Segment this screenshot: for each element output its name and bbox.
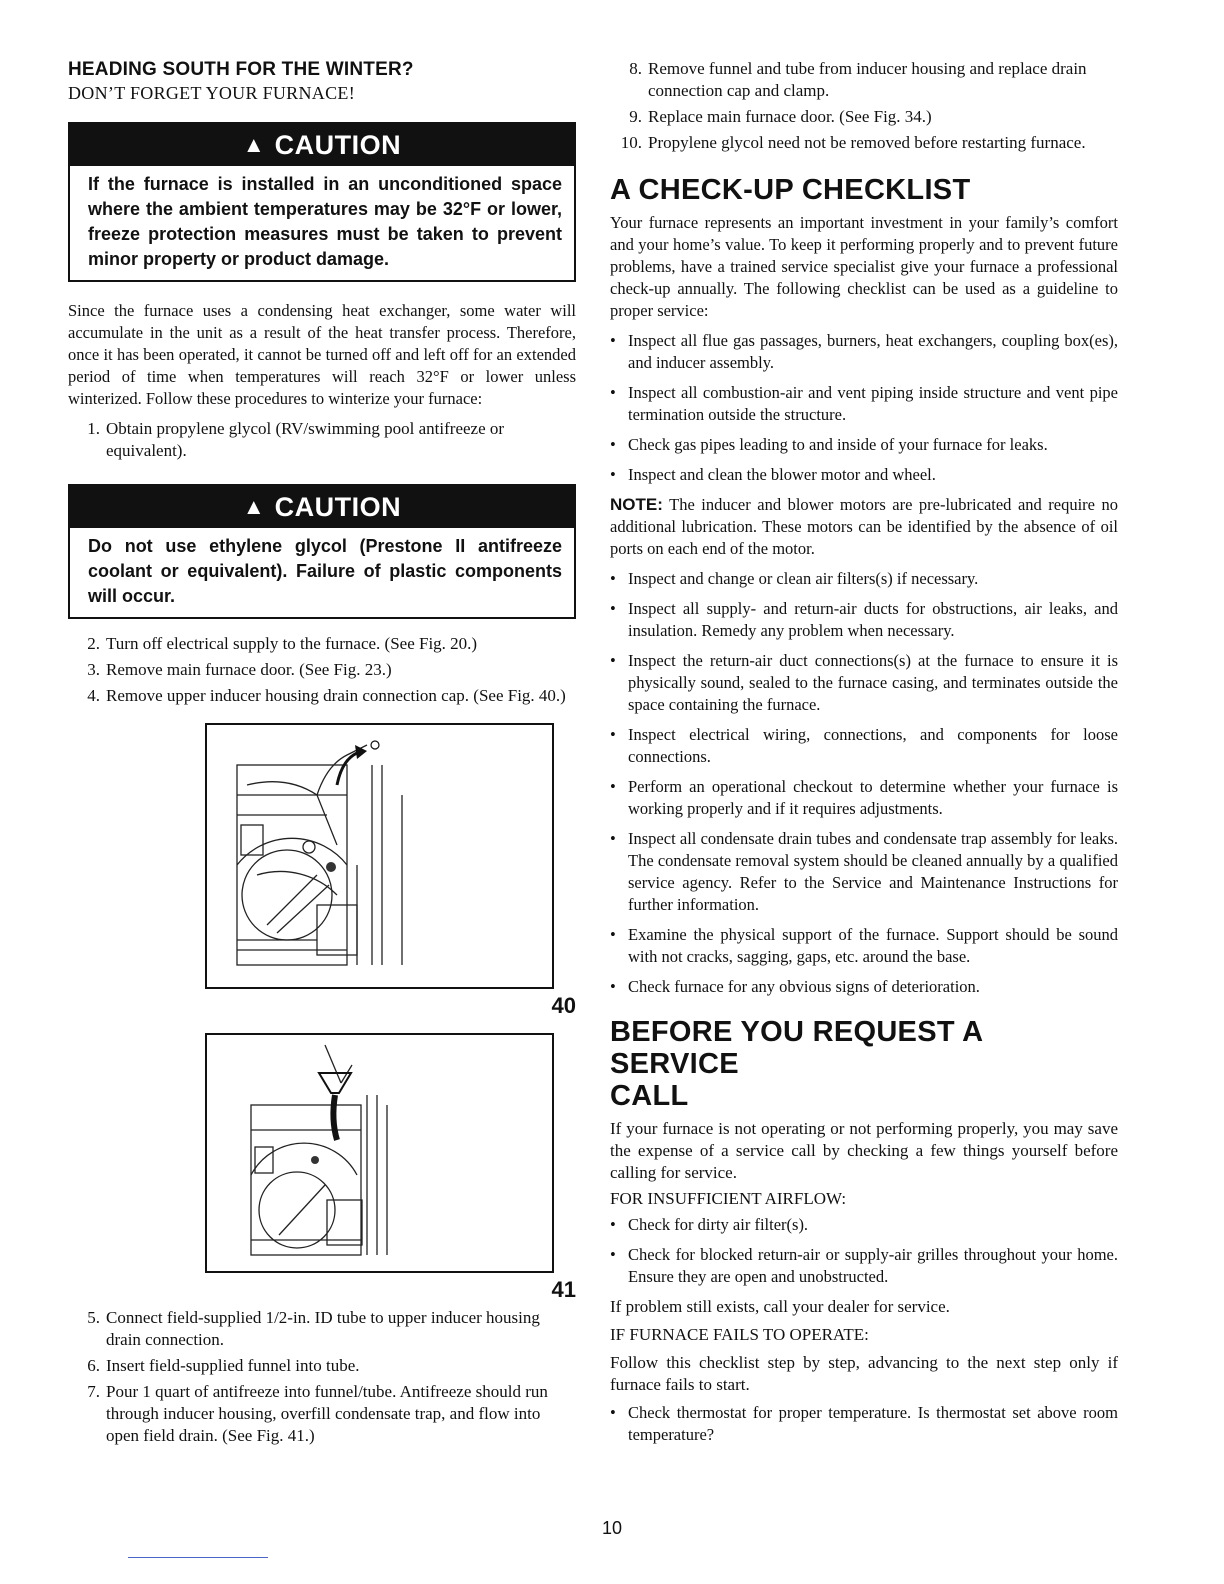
- step-item: [68, 685, 576, 707]
- service-title-line2: CALL: [610, 1080, 689, 1112]
- caution-label: CAUTION: [274, 491, 402, 522]
- note-text: The inducer and blower motors are pre-lubricated and require no additional lubrication. These motors can be identified by the absence of oil ports on each end of the motor.: [610, 495, 1118, 558]
- step-number: 7.: [87, 1382, 100, 1401]
- footer-rule: [128, 1557, 268, 1558]
- winterize-intro: Since the furnace uses a condensing heat exchanger, some water will accumulate in the unit as a result of the heat transfer process. Therefore, once it has been operated, it cannot be turned off and left off for an extended period of time when temperatures will reach 32°F or lower unless winterized. Follow these procedures to winterize your furnace:: [68, 301, 576, 408]
- list-item: • Inspect all combustion-air and vent piping inside structure and vent pipe termination outside the structure.: [610, 383, 1118, 424]
- step-text: Obtain propylene glycol (RV/swimming pool antifreeze or equivalent).: [106, 419, 505, 460]
- funnel-antifreeze-illustration: [207, 1035, 552, 1271]
- step-item: [68, 1381, 576, 1447]
- list-item-text: Inspect the return-air duct connections(s) at the furnace to ensure it is physically sound, sealed to the furnace casing, and terminates outside the space containing the furnace.: [628, 651, 1118, 714]
- step-text: Insert field-supplied funnel into tube.: [106, 1356, 360, 1375]
- step-number: 10.: [620, 133, 642, 152]
- checkup-bullets-b: [610, 568, 1118, 998]
- step-text: Connect field-supplied 1/2-in. ID tube to upper inducer housing drain connection.: [106, 1308, 540, 1349]
- list-item-text: Check for blocked return-air or supply-air grilles throughout your home. Ensure they are open and unobstructed.: [628, 1245, 1118, 1286]
- caution-bar: [70, 124, 574, 166]
- list-item-text: Inspect all supply- and return-air ducts for obstructions, air leaks, and insulation. Remedy any problem when necessary.: [628, 599, 1118, 640]
- list-item-text: Check furnace for any obvious signs of deterioration.: [628, 977, 980, 996]
- service-intro: If your furnace is not operating or not performing properly, you may save the expense of a service call by checking a few things yourself before calling for service.: [610, 1119, 1118, 1182]
- inducer-drain-cap-illustration: [207, 725, 552, 987]
- list-item: • Inspect electrical wiring, connections, and components for loose connections.: [610, 725, 1118, 766]
- step-item: [68, 633, 576, 655]
- caution-bar: [70, 486, 574, 528]
- warning-triangle-icon: ▲: [242, 132, 265, 157]
- step-number: 9.: [629, 107, 642, 126]
- step-text: Replace main furnace door. (See Fig. 34.): [648, 107, 932, 126]
- checkup-title: A CHECK-UP CHECKLIST: [610, 174, 971, 206]
- note-paragraph: [610, 494, 1118, 560]
- note-label: NOTE:: [610, 495, 663, 514]
- list-item-text: Inspect and change or clean air filters(s) if necessary.: [628, 569, 979, 588]
- page-number: 10: [601, 1518, 623, 1538]
- fails-heading: IF FURNACE FAILS TO OPERATE:: [610, 1325, 869, 1344]
- step-text: Turn off electrical supply to the furnace. (See Fig. 20.): [106, 634, 478, 653]
- list-item-text: Inspect electrical wiring, connections, and components for loose connections.: [628, 725, 1118, 766]
- list-item-text: Inspect and clean the blower motor and wheel.: [628, 465, 936, 484]
- list-item: • Inspect all supply- and return-air ducts for obstructions, air leaks, and insulation. Remedy any problem when necessary.: [610, 599, 1118, 640]
- list-item-text: Inspect all combustion-air and vent piping inside structure and vent pipe termination outside the structure.: [628, 383, 1118, 424]
- step-item: [68, 1355, 576, 1377]
- list-item: • Check for blocked return-air or supply-air grilles throughout your home. Ensure they are open and unobstructed.: [610, 1245, 1118, 1286]
- list-item: • Inspect all flue gas passages, burners, heat exchangers, coupling box(es), and inducer assembly.: [610, 331, 1118, 372]
- step-number: 3.: [87, 660, 100, 679]
- caution-text: Do not use ethylene glycol (Prestone II antifreeze coolant or equivalent). Failure of plastic components will occur.: [88, 536, 562, 606]
- caution-label: CAUTION: [274, 129, 402, 160]
- steps-5-7: [68, 1307, 576, 1447]
- right-column: [610, 58, 1118, 1446]
- step-text: Remove upper inducer housing drain connection cap. (See Fig. 40.): [106, 686, 566, 705]
- caution-box-freeze: [68, 122, 576, 282]
- step-item: [68, 659, 576, 681]
- step-item: [610, 132, 1118, 154]
- problem-text: If problem still exists, call your dealer for service.: [610, 1297, 950, 1316]
- step-text: Pour 1 quart of antifreeze into funnel/tube. Antifreeze should run through inducer housing, overfill condensate trap, and flow into open field drain. (See Fig. 41.): [106, 1382, 548, 1445]
- figure-40: [205, 723, 554, 989]
- list-item-text: Inspect all flue gas passages, burners, heat exchangers, coupling box(es), and inducer assembly.: [628, 331, 1118, 372]
- step-number: 6.: [87, 1356, 100, 1375]
- fails-text: Follow this checklist step by step, advancing to the next step only if furnace fails to start.: [610, 1353, 1118, 1394]
- list-item: • Check gas pipes leading to and inside of your furnace for leaks.: [610, 434, 1118, 456]
- caution-text: If the furnace is installed in an unconditioned space where the ambient temperatures may be 32°F or lower, freeze protection measures must be taken to prevent minor property or product damage.: [88, 174, 562, 269]
- list-item: • Inspect the return-air duct connections(s) at the furnace to ensure it is physically sound, sealed to the furnace casing, and terminates outside the space containing the furnace.: [610, 651, 1118, 714]
- steps-8-10: [610, 58, 1118, 154]
- list-item-text: Inspect all condensate drain tubes and condensate trap assembly for leaks. The condensate removal system should be cleaned annually by a qualified service agency. Refer to the Service and Maintenance Instructions for further information.: [628, 829, 1118, 914]
- list-item: • Check thermostat for proper temperature. Is thermostat set above room temperature?: [610, 1403, 1118, 1444]
- list-item: • Check furnace for any obvious signs of deterioration.: [610, 976, 1118, 998]
- list-item: • Perform an operational checkout to determine whether your furnace is working properly and if it requires adjustments.: [610, 777, 1118, 818]
- step-item: [610, 106, 1118, 128]
- list-item-text: Check for dirty air filter(s).: [628, 1215, 809, 1234]
- left-column: [68, 58, 576, 1447]
- step-number: 1.: [87, 419, 100, 438]
- step-number: 5.: [87, 1308, 100, 1327]
- step-number: 2.: [87, 634, 100, 653]
- steps-2-4: [68, 633, 576, 707]
- checkup-bullets-a: [610, 330, 1118, 486]
- figure-41: [205, 1033, 554, 1273]
- service-title-line1: BEFORE YOU REQUEST A SERVICE: [610, 1016, 983, 1080]
- list-item-text: Examine the physical support of the furnace. Support should be sound with not cracks, sagging, gaps, etc. around the base.: [628, 925, 1118, 966]
- step-text: Remove funnel and tube from inducer housing and replace drain connection cap and clamp.: [648, 59, 1087, 100]
- step-item: [610, 58, 1118, 102]
- winter-subheading: DON’T FORGET YOUR FURNACE!: [68, 83, 355, 103]
- list-item: • Inspect all condensate drain tubes and condensate trap assembly for leaks. The condensate removal system should be cleaned annually by a qualified service agency. Refer to the Service and Maintenance Instructions for further information.: [610, 829, 1118, 914]
- step-number: 4.: [87, 686, 100, 705]
- figure-40-number: 40: [551, 993, 576, 1018]
- list-item: • Examine the physical support of the furnace. Support should be sound with not cracks, sagging, gaps, etc. around the base.: [610, 925, 1118, 966]
- list-item: • Inspect and change or clean air filters(s) if necessary.: [610, 568, 1118, 590]
- step-item: [68, 418, 576, 462]
- service-call-title: [610, 1016, 1118, 1112]
- caution-box-ethylene: [68, 484, 576, 619]
- list-item-text: Perform an operational checkout to determine whether your furnace is working properly and if it requires adjustments.: [628, 777, 1118, 818]
- step-number: 8.: [629, 59, 642, 78]
- step-text: Propylene glycol need not be removed before restarting furnace.: [648, 133, 1086, 152]
- list-item: • Check for dirty air filter(s).: [610, 1214, 1118, 1236]
- step-item: [68, 1307, 576, 1351]
- list-item-text: Check gas pipes leading to and inside of your furnace for leaks.: [628, 435, 1048, 454]
- checkup-intro: Your furnace represents an important investment in your family’s comfort and your home’s value. To keep it performing properly and to prevent future problems, have a trained service specialist give your furnace a professional check-up annually. The following checklist can be used as a guideline to proper service:: [610, 213, 1118, 320]
- figure-41-number: 41: [551, 1277, 576, 1302]
- winter-heading: HEADING SOUTH FOR THE WINTER?: [68, 59, 414, 80]
- step-text: Remove main furnace door. (See Fig. 23.): [106, 660, 392, 679]
- warning-triangle-icon: ▲: [242, 494, 265, 519]
- list-item: • Inspect and clean the blower motor and wheel.: [610, 464, 1118, 486]
- airflow-heading: FOR INSUFFICIENT AIRFLOW:: [610, 1189, 847, 1208]
- list-item-text: Check thermostat for proper temperature. Is thermostat set above room temperature?: [628, 1403, 1118, 1444]
